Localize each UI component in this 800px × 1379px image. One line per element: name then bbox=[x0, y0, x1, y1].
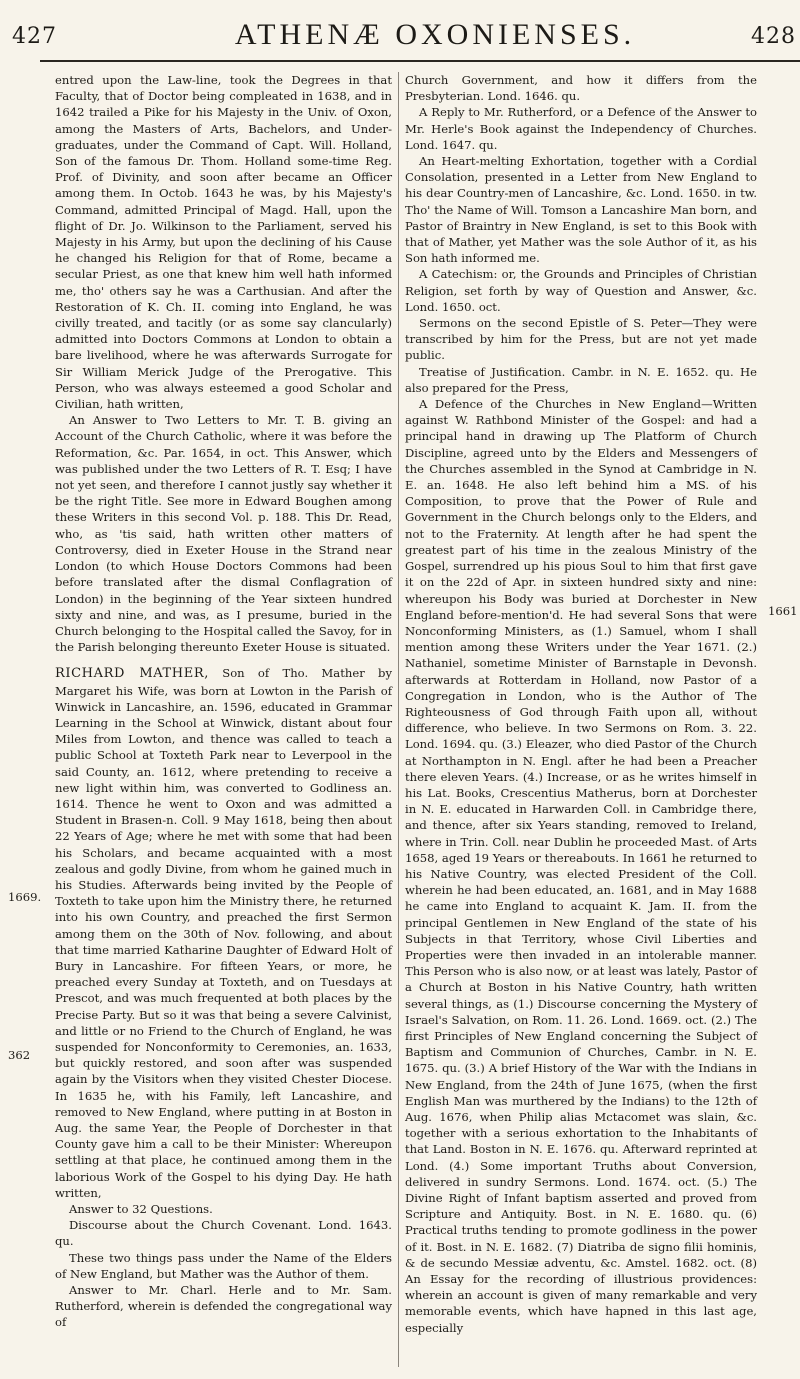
left-paragraph: Answer to 32 Questions. bbox=[69, 1202, 213, 1217]
right-paragraph: A Catechism: or, the Grounds and Principles of Christian Religion, set forth by way of Question and Answer, &c. Lond. 1650. oct. bbox=[405, 267, 757, 314]
margin-year-left: 1669. bbox=[8, 890, 42, 904]
running-title: ATHENÆ OXONIENSES. bbox=[234, 18, 636, 51]
right-paragraph: An Heart-melting Exhortation, together with a Cordial Consolation, presented in a Letter from New England to his dear Country-men of Lancashire, &c. Lond. 1650. in tw. Tho' the Name of Will. Tomson a Lancashire Man born, and Pastor of Braintry in New England, is set to this Book with that of Mather, yet Mather was the sole Author of it, as his Son hath informed me. bbox=[405, 154, 757, 266]
right-paragraph: Church Government, and how it differs from the Presbyterian. Lond. 1646. qu. bbox=[405, 73, 757, 104]
margin-year-right: 1661 bbox=[768, 604, 798, 618]
entry-name: RICHARD MATHER, bbox=[55, 666, 209, 682]
entry-text: Son of Tho. Mather by Margaret his Wife, was born at Lowton in the Parish of Winwick in Lancashire, an. 1596, educated in Grammar Learning in the School at Winwick, distant about four Miles from Lowton, and thence was called to teach a public School at Toxteth Park near to Leverpool in the said County, an. 1612, where pretending to receive a new light within him, was converted to Godliness an. 1614. Thence he went to Oxon and was admitted a Student in Brasen-n. Coll. 9 May 1618, being then about 22 Years of Age; where he met with some that had been his Scholars, and became acquainted with a most zealous and godly Divine, from whom he gained much in his Studies. Afterwards being invited by the People of Toxteth to take upon him the Ministry there, he returned into his own Country, and preached the first Sermon among them on the 30th of Nov. following, and about that time married Katharine Daughter of Edward Holt of Bury in Lancashire. For fifteen Years, or more, he preached every Sunday at Toxteth, and on Tuesdays at Prescot, and was much frequented at both places by the Precise Party. But so it was that being a severe Calvinist, and little or no Friend to the Church of England, he was suspended for Nonconformity to Ceremonies, an. 1633, but quickly restored, and soon after was suspended again by the Visitors when they visited Chester Diocese. In 1635 he, with his Family, left Lancashire, and removed to New England, where putting in at Boston in Aug. the same Year, the People of Dorchester in that County gave him a call to be their Minister: Whereupon settling at that place, he continued among them in the laborious Work of the Gospel to his dying Day. He hath written, bbox=[55, 666, 392, 1200]
column-divider bbox=[398, 72, 399, 1367]
entry-richard-mather bbox=[55, 665, 392, 1201]
left-paragraph: Answer to Mr. Charl. Herle and to Mr. Sam. Rutherford, wherein is defended the congregational way of bbox=[55, 1283, 392, 1330]
left-paragraph: entred upon the Law-line, took the Degrees in that Faculty, that of Doctor being compleated in 1638, and in 1642 trailed a Pike for his Majesty in the Univ. of Oxon, among the Masters of Arts, Bachelors, and Under-graduates, under the Command of Capt. Will. Holland, Son of the famous Dr. Thom. Holland some-time Reg. Prof. of Divinity, and soon after became an Officer among them. In Octob. 1643 he was, by his Majesty's Command, admitted Principal of Magd. Hall, upon the flight of Dr. Jo. Wilkinson to the Parliament, served his Majesty in his Army, but upon the declining of his Cause he changed his Religion for that of Rome, became a secular Priest, as one that knew him well hath informed me, tho' others say he was a Carthusian. And after the Restoration of K. Ch. II. coming into England, he was civilly treated, and tacitly (or as some say clancularly) admitted into Doctors Commons at London to obtain a bare livelihood, where he was afterwards Surrogate for Sir William Merick Judge of the Prerogative. This Person, who was always esteemed a good Scholar and Civilian, hath written, bbox=[55, 73, 392, 412]
margin-entry-number: 362 bbox=[8, 1048, 31, 1062]
right-paragraph: Sermons on the second Epistle of S. Peter—They were transcribed by him for the Press, but are not yet made public. bbox=[405, 316, 757, 363]
left-paragraph: Discourse about the Church Covenant. Lond. 1643. qu. bbox=[55, 1218, 392, 1249]
page-number-right: 428 bbox=[751, 24, 796, 49]
right-paragraph: Treatise of Justification. Cambr. in N. E. 1652. qu. He also prepared for the Press, bbox=[405, 364, 757, 395]
header-rule bbox=[40, 60, 800, 62]
right-paragraph: A Reply to Mr. Rutherford, or a Defence of the Answer to Mr. Herle's Book against the Independency of Churches. Lond. 1647. qu. bbox=[405, 105, 757, 152]
left-column bbox=[55, 72, 392, 1331]
left-paragraph: These two things pass under the Name of the Elders of New England, but Mather was the Author of them. bbox=[55, 1250, 392, 1281]
right-column bbox=[405, 72, 757, 1336]
right-paragraph: A Defence of the Churches in New England—Written against W. Rathbond Minister of the Gospel: and had a principal hand in drawing up The Platform of Church Discipline, agreed unto by the Elders and Messengers of the Churches assembled in the Synod at Cambridge in N. E. an. 1648. He also left behind him a MS. of his Composition, to prove that the Power of Rule and Government in the Church belongs only to the Elders, and not to the Fraternity. At length after he had spent the greatest part of his time in the zealous Ministry of the Gospel, surrendred up his pious Soul to him that first gave it on the 22d of Apr. in sixteen hundred sixty and nine: whereupon his Body was buried at Dorchester in New England before-mention'd. He had several Sons that were Nonconforming Ministers, as (1.) Samuel, whom I shall mention among these Writers under the Year 1671. (2.) Nathaniel, sometime Minister of Barnstaple in Devonsh. afterwards at Rotterdam in Holland, now Pastor of a Congregation in London, who is the Author of The Righteousness of God through Faith upon all, without difference, who believe. In two Sermons on Rom. 3. 22. Lond. 1694. qu. (3.) Eleazer, who died Pastor of the Church at Northampton in N. Engl. after he had been a Preacher there eleven Years. (4.) Increase, or as he writes himself in his Lat. Books, Crescentius Matherus, born at Dorchester in N. E. educated in Harwarden Coll. in Cambridge there, and thence, after six Years standing, removed to Ireland, where in Trin. Coll. near Dublin he proceeded Mast. of Arts 1658, aged 19 Years or thereabouts. In 1661 he returned to his Native Country, was elected President of the Coll. wherein he had been educated, an. 1681, and in May 1688 he came into England to acquaint K. Jam. II. from the principal Gentlemen in New England of the state of his Subjects in that Territory, whose Civil Liberties and Properties were then invaded in an intolerable manner. This Person who is also now, or at least was lately, Pastor of a Church at Boston in his Native Country, hath written several things, as (1.) Discourse concerning the Mystery of Israel's Salvation, on Rom. 11. 26. Lond. 1669. oct. (2.) The first Principles of New England concerning the Subject of Baptism and Communion of Churches, Cambr. in N. E. 1675. qu. (3.) A brief History of the War with the Indians in New England, from the 24th of June 1675, (when the first English Man was murthered by the Indians) to the 12th of Aug. 1676, when Philip alias Mctacomet was slain, &c. together with a serious exhortation to the Inhabitants of that Land. Boston in N. E. 1676. qu. Afterward reprinted at Lond. (4.) Some important Truths about Conversion, delivered in sundry Sermons. Lond. 1674. oct. (5.) The Divine Right of Infant baptism asserted and proved from Scripture and Antiquity. Bost. in N. E. 1680. qu. (6) Practical truths tending to promote godliness in the power of it. Bost. in N. E. 1682. (7) Diatriba de signo filii hominis, & de secundo Messiæ adventu, &c. Amstel. 1682. oct. (8) An Essay for the recording of illustrious providences: wherein an account is given of many remarkable and very memorable events, which have hapned in this last age, especially bbox=[405, 397, 757, 1335]
page-number-left: 427 bbox=[12, 24, 57, 49]
running-header bbox=[0, 10, 800, 58]
left-paragraph: An Answer to Two Letters to Mr. T. B. giving an Account of the Church Catholic, where it was before the Reformation, &c. Par. 1654, in oct. This Answer, which was published under the two Letters of R. T. Esq; I have not yet seen, and therefore I cannot justly say whether it be the right Title. See more in Edward Boughen among these Writers in this second Vol. p. 188. This Dr. Read, who, as 'tis said, hath written other matters of Controversy, died in Exeter House in the Strand near London (to which House Doctors Commons had been before translated after the dismal Conflagration of London) in the beginning of the Year sixteen hundred sixty and nine, and was, as I presume, buried in the Church belonging to the Hospital called the Savoy, for in the Parish belonging thereunto Exeter House is situated. bbox=[55, 413, 392, 655]
